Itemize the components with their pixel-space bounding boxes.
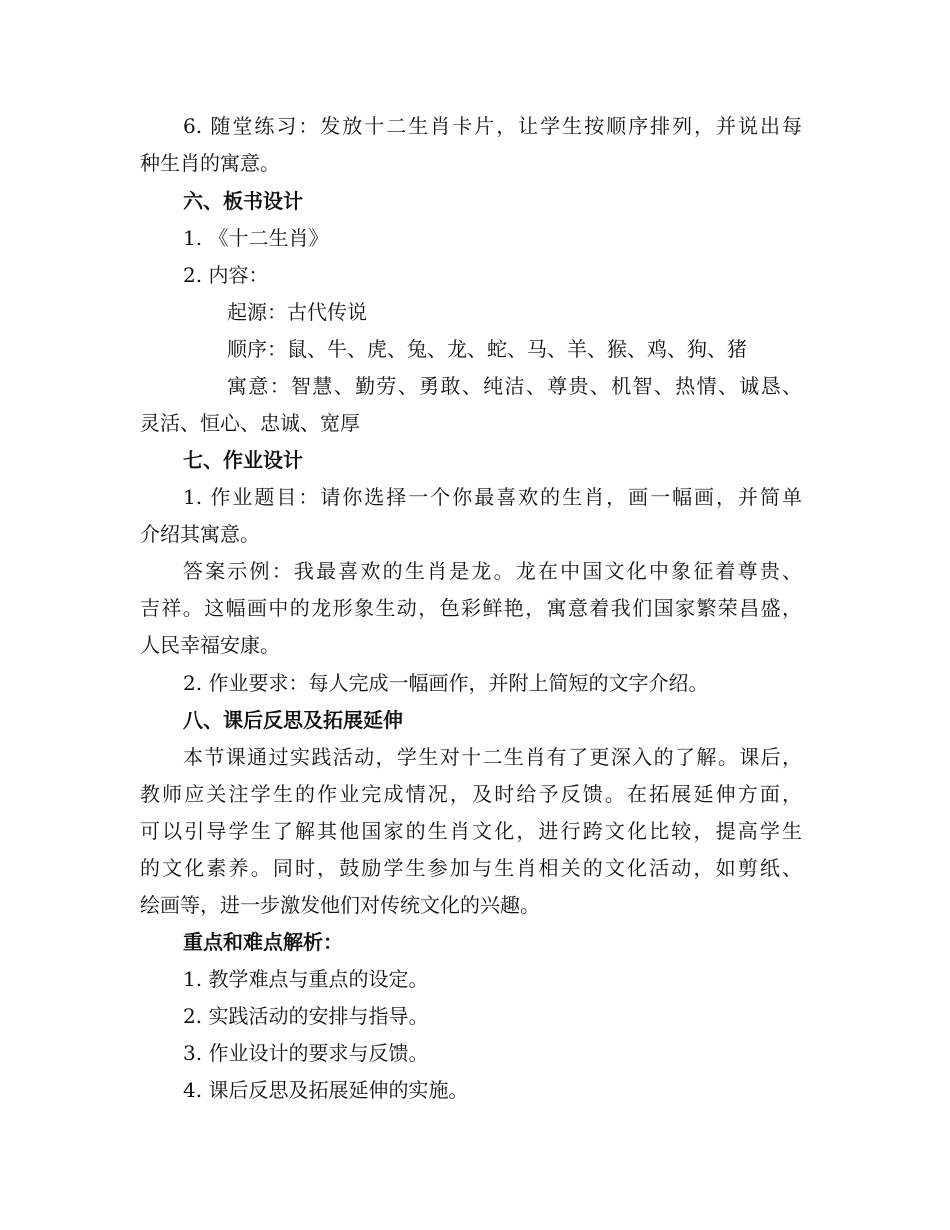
section-heading-homework: 七、作业设计	[183, 448, 303, 472]
section-heading-board-design: 六、板书设计	[183, 189, 303, 213]
practice-item-6-line2: 种生肖的寓意。	[140, 151, 280, 175]
practice-item-6-line1: 6. 随堂练习：发放十二生肖卡片，让学生按顺序排列，并说出每	[183, 114, 802, 138]
homework-item-2: 2. 作业要求：每人完成一幅画作，并附上简短的文字介绍。	[183, 671, 709, 695]
board-item-1: 1. 《十二生肖》	[183, 226, 329, 250]
reflection-para-line2: 教师应关注学生的作业完成情况，及时给予反馈。在拓展延伸方面，	[140, 782, 802, 806]
keypoint-item: 3. 作业设计的要求与反馈。	[183, 1041, 429, 1065]
reflection-para-line4: 的文化素养。同时，鼓励学生参加与生肖相关的文化活动，如剪纸、	[140, 856, 802, 880]
reflection-para-line5: 绘画等，进一步激发他们对传统文化的兴趣。	[140, 893, 540, 917]
section-heading-reflection: 八、课后反思及拓展延伸	[183, 708, 403, 732]
keypoint-item: 2. 实践活动的安排与指导。	[183, 1004, 429, 1028]
answer-example-line1: 答案示例：我最喜欢的生肖是龙。龙在中国文化中象征着尊贵、	[183, 559, 802, 583]
keypoint-item: 4. 课后反思及拓展延伸的实施。	[183, 1078, 469, 1102]
reflection-para-line3: 可以引导学生了解其他国家的生肖文化，进行跨文化比较，提高学生	[140, 819, 802, 843]
section-heading-keypoints: 重点和难点解析：	[183, 930, 343, 954]
keypoint-item: 1. 教学难点与重点的设定。	[183, 967, 429, 991]
board-meaning-line2: 灵活、恒心、忠诚、宽厚	[140, 411, 360, 435]
reflection-para-line1: 本节课通过实践活动，学生对十二生肖有了更深入的了解。课后，	[183, 745, 802, 769]
homework-item-1-line1: 1. 作业题目：请你选择一个你最喜欢的生肖，画一幅画，并简单	[183, 485, 802, 509]
board-order: 顺序：鼠、牛、虎、兔、龙、蛇、马、羊、猴、鸡、狗、猪	[227, 337, 747, 361]
homework-item-1-line2: 介绍其寓意。	[140, 522, 260, 546]
answer-example-line2: 吉祥。这幅画中的龙形象生动，色彩鲜艳，寓意着我们国家繁荣昌盛，	[140, 596, 802, 620]
board-item-2: 2. 内容：	[183, 263, 269, 287]
answer-example-line3: 人民幸福安康。	[140, 633, 280, 657]
board-origin: 起源：古代传说	[227, 300, 367, 324]
board-meaning-line1: 寓意：智慧、勤劳、勇敢、纯洁、尊贵、机智、热情、诚恳、	[227, 374, 802, 398]
